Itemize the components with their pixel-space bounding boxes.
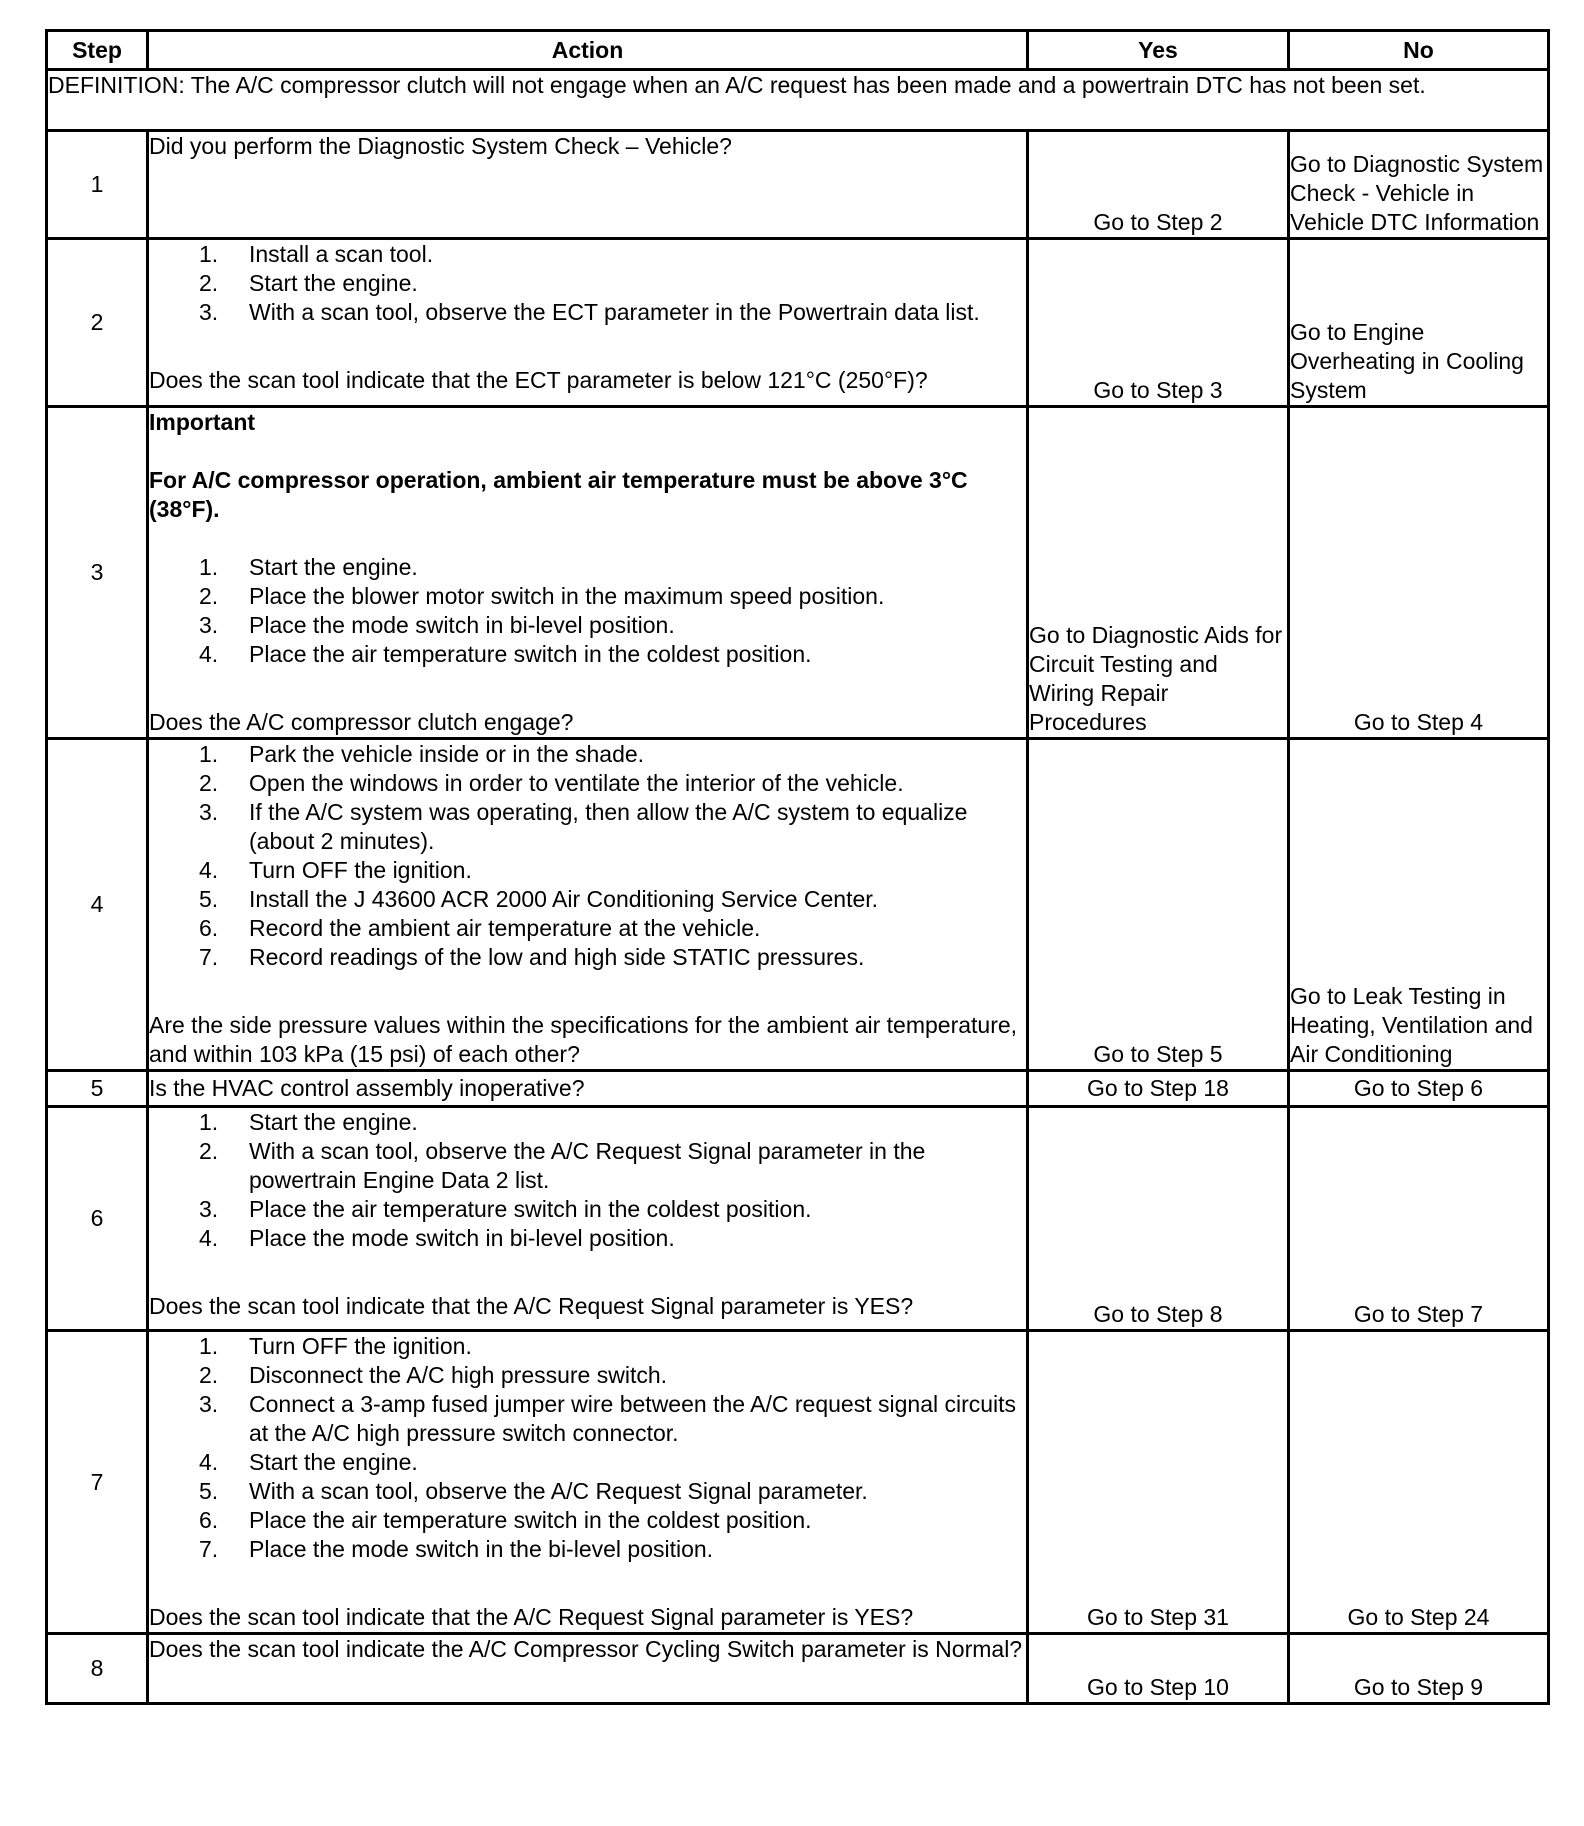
- list-item: 6. Place the air temperature switch in the coldest position.: [199, 1507, 812, 1533]
- no-result: Go to Step 9: [1289, 1634, 1549, 1704]
- yes-result: Go to Step 3: [1028, 239, 1289, 407]
- table-row: [47, 1071, 1549, 1107]
- yes-result: Go to Step 2: [1028, 131, 1289, 239]
- step-question: Does the A/C compressor clutch engage?: [149, 709, 574, 735]
- step-number: 3: [47, 407, 148, 739]
- no-result: Go to Step 6: [1289, 1071, 1549, 1107]
- action-list: [149, 1332, 1026, 1564]
- step-question: Does the scan tool indicate the A/C Compressor Cycling Switch parameter is Normal?: [149, 1636, 1023, 1662]
- no-result: Go to Leak Testing in Heating, Ventilation and Air Conditioning: [1289, 739, 1549, 1071]
- list-item: 7. Place the mode switch in the bi-level position.: [199, 1536, 714, 1562]
- action-cell: [148, 407, 1028, 739]
- list-item: 4. Place the air temperature switch in the coldest position.: [199, 641, 812, 667]
- list-item: 3. Connect a 3-amp fused jumper wire between the A/C request signal circuits at the A/C high pressure switch connector.: [199, 1391, 1017, 1446]
- header-action: Action: [148, 31, 1028, 70]
- list-item: 4. Turn OFF the ignition.: [199, 857, 472, 883]
- list-item: 1. Install a scan tool.: [199, 241, 434, 267]
- step-number: 8: [47, 1634, 148, 1704]
- header-row: [47, 31, 1549, 70]
- action-cell: [148, 739, 1028, 1071]
- step-question: Does the scan tool indicate that the A/C Request Signal parameter is YES?: [149, 1293, 914, 1319]
- header-yes: Yes: [1028, 31, 1289, 70]
- list-item: 3. Place the mode switch in bi-level position.: [199, 612, 675, 638]
- action-cell: [148, 131, 1028, 239]
- action-cell: [148, 1071, 1028, 1107]
- list-item: 2. Open the windows in order to ventilate the interior of the vehicle.: [199, 770, 904, 796]
- yes-result: Go to Diagnostic Aids for Circuit Testing and Wiring Repair Procedures: [1028, 407, 1289, 739]
- table-row: [47, 407, 1549, 739]
- action-cell: [148, 1634, 1028, 1704]
- list-item: 1. Start the engine.: [199, 1109, 418, 1135]
- table-row: [47, 1107, 1549, 1331]
- action-list: [149, 553, 1026, 669]
- yes-result: Go to Step 10: [1028, 1634, 1289, 1704]
- yes-result: Go to Step 5: [1028, 739, 1289, 1071]
- no-result: Go to Engine Overheating in Cooling System: [1289, 239, 1549, 407]
- table-row: [47, 239, 1549, 407]
- yes-result: Go to Step 8: [1028, 1107, 1289, 1331]
- step-number: 5: [47, 1071, 148, 1107]
- list-item: 2. Start the engine.: [199, 270, 418, 296]
- no-result: Go to Step 24: [1289, 1331, 1549, 1634]
- action-cell: [148, 1107, 1028, 1331]
- yes-result: Go to Step 31: [1028, 1331, 1289, 1634]
- no-result: Go to Step 7: [1289, 1107, 1549, 1331]
- step-number: 4: [47, 739, 148, 1071]
- table-row: [47, 739, 1549, 1071]
- step-question: Did you perform the Diagnostic System Check – Vehicle?: [149, 133, 732, 159]
- no-result: Go to Step 4: [1289, 407, 1549, 739]
- list-item: 5. Install the J 43600 ACR 2000 Air Conditioning Service Center.: [199, 886, 879, 912]
- header-no: No: [1289, 31, 1549, 70]
- table-row: [47, 1331, 1549, 1634]
- list-item: 2. With a scan tool, observe the A/C Request Signal parameter in the powertrain Engine Data 2 list.: [199, 1138, 926, 1193]
- step-question: Does the scan tool indicate that the A/C Request Signal parameter is YES?: [149, 1604, 914, 1630]
- action-list: [149, 1108, 1026, 1253]
- definition-text: DEFINITION: The A/C compressor clutch will not engage when an A/C request has been made and a powertrain DTC has not been set.: [47, 70, 1549, 131]
- list-item: 1. Park the vehicle inside or in the shade.: [199, 741, 645, 767]
- table-row: [47, 1634, 1549, 1704]
- diagnostic-table: [45, 29, 1550, 1705]
- step-number: 2: [47, 239, 148, 407]
- list-item: 3. With a scan tool, observe the ECT parameter in the Powertrain data list.: [199, 299, 980, 325]
- step-number: 7: [47, 1331, 148, 1634]
- action-cell: [148, 239, 1028, 407]
- header-step: Step: [47, 31, 148, 70]
- action-list: [149, 740, 1026, 972]
- list-item: 1. Start the engine.: [199, 554, 418, 580]
- no-result: Go to Diagnostic System Check - Vehicle in Vehicle DTC Information: [1289, 131, 1549, 239]
- important-text: For A/C compressor operation, ambient air temperature must be above 3°C (38°F).: [149, 467, 968, 522]
- action-list: [149, 240, 1026, 327]
- list-item: 6. Record the ambient air temperature at the vehicle.: [199, 915, 761, 941]
- step-question: Is the HVAC control assembly inoperative?: [149, 1075, 585, 1101]
- action-cell: [148, 1331, 1028, 1634]
- list-item: 4. Start the engine.: [199, 1449, 418, 1475]
- step-number: 6: [47, 1107, 148, 1331]
- step-question: Does the scan tool indicate that the ECT parameter is below 121°C (250°F)?: [149, 367, 928, 393]
- definition-row: [47, 70, 1549, 131]
- list-item: 3. Place the air temperature switch in the coldest position.: [199, 1196, 812, 1222]
- step-number: 1: [47, 131, 148, 239]
- step-question: Are the side pressure values within the specifications for the ambient air temperature, and within 103 kPa (15 psi) of each other?: [149, 1012, 1018, 1067]
- list-item: 2. Place the blower motor switch in the maximum speed position.: [199, 583, 885, 609]
- list-item: 4. Place the mode switch in bi-level position.: [199, 1225, 675, 1251]
- important-title: Important: [149, 409, 256, 435]
- table-row: [47, 131, 1549, 239]
- list-item: 3. If the A/C system was operating, then allow the A/C system to equalize (about 2 minutes).: [199, 799, 968, 854]
- list-item: 7. Record readings of the low and high side STATIC pressures.: [199, 944, 865, 970]
- list-item: 1. Turn OFF the ignition.: [199, 1333, 472, 1359]
- list-item: 2. Disconnect the A/C high pressure switch.: [199, 1362, 668, 1388]
- list-item: 5. With a scan tool, observe the A/C Request Signal parameter.: [199, 1478, 868, 1504]
- yes-result: Go to Step 18: [1028, 1071, 1289, 1107]
